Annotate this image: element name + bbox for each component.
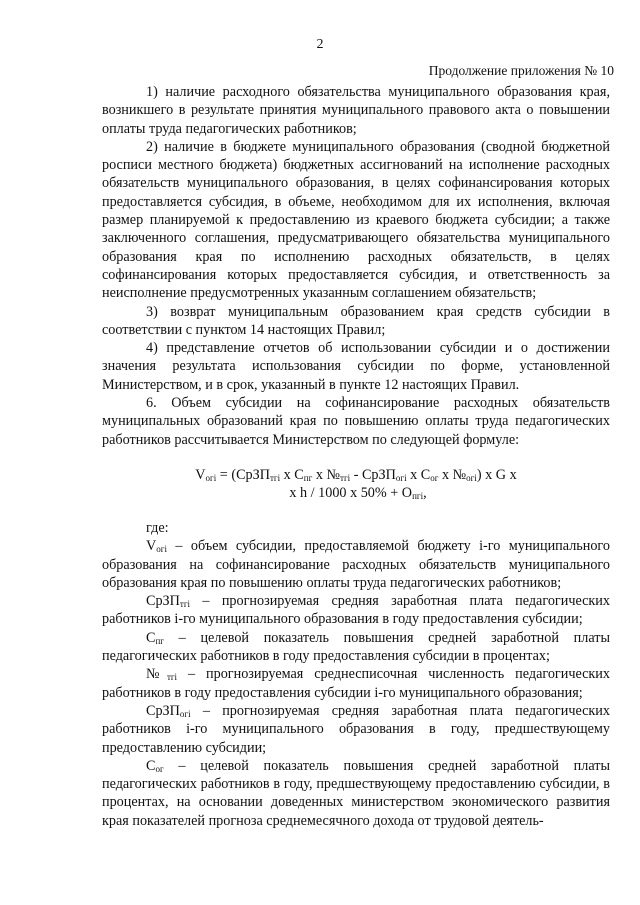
paragraph-condition-3: 3) возврат муниципальным образованием края средств субсидии в соответствии с пунктом 14 настоящих Правил; [102,303,610,338]
body-text [102,83,610,449]
definitions [102,519,610,830]
paragraph-item-6: 6. Объем субсидии на софинансирование расходных обязательств муниципальных образований края по повышению оплаты труда педагогических работников рассчитывается Министерством по следующей формуле: [102,395,610,448]
page-number: 2 [316,37,324,52]
formula-line-2: х h / 1000 х $50\% + О_{пгi}$, [289,485,427,501]
definition-c-pg: $С_{пг}$ – целевой показатель повышения средней заработной платы педагогических работников в году предоставления субсидии в процентах; [102,629,610,665]
where-label: где: [146,520,169,536]
paragraph-condition-4: 4) представление отчетов об использовании субсидии и о достижении значения результата использования субсидии по форме, установленной Министерством, и в срок, указанный в пункте 12 настоящих Правил. [102,340,610,393]
definition-szp-tg: СрЗП$_{тгi}$ – прогнозируемая средняя заработная плата педагогических работников i-го муниципального образования в году предоставления субсидии; [102,593,610,628]
definition-v: $V_{огi}$ – объем субсидии, предоставляемой бюджету i-го муниципального образования на софинансирование расходных обязательств муниципального образования края по повышению оплаты труда педагогических работников; [102,538,610,591]
definition-szp-og: СрЗП$_{огi}$ – прогнозируемая средняя заработная плата педагогических работников i-го муниципального образования в году, предшествующему предоставлению субсидии; [102,702,610,756]
definition-c-og: $С_{ог}$ – целевой показатель повышения средней заработной платы педагогических работников в году, предшествующему предоставлению субсидии, в процентах, на основании доведенных министерством экономического развития края показателей прогноза среднемесячного дохода от трудовой деятель- [102,757,610,829]
definition-n-tg: $№_{тгi}$ – прогнозируемая среднесписочная численность педагогических работников в году предоставления субсидии i-го муниципального образования; [102,666,610,701]
formula-line-1: $V_{огi}$ = (СрЗП$_{тгi}$ х $С_{пг}$ х $№_{тгi}$ - СрЗП$_{огi}$ х $С_{ог}$ х $№_{огi}$) х G х [195,467,517,483]
subsidy-formula [102,466,610,502]
paragraph-condition-2: 2) наличие в бюджете муниципального образования (сводной бюджетной росписи местного бюджета) бюджетных ассигнований на исполнение расходных обязательств муниципального образования, в целях софинансирования которых предоставляется субсидия, в объеме, необходимом для их исполнения, включая размер планируемой к предоставлению из краевого бюджета субсидии; а также заключенного соглашения, предусматривающего обязательства муниципального образования края по исполнению расходных обязательств, в целях софинансирования которых предоставляется субсидия, и ответственность за неисполнение предусмотренных указанным соглашением обязательств; [102,138,610,302]
paragraph-condition-1: 1) наличие расходного обязательства муниципального образования края, возникшего в результате принятия муниципального правового акта о повышении оплаты труда педагогических работников; [102,84,610,137]
continuation-note: Продолжение приложения № 10 [428,63,614,78]
